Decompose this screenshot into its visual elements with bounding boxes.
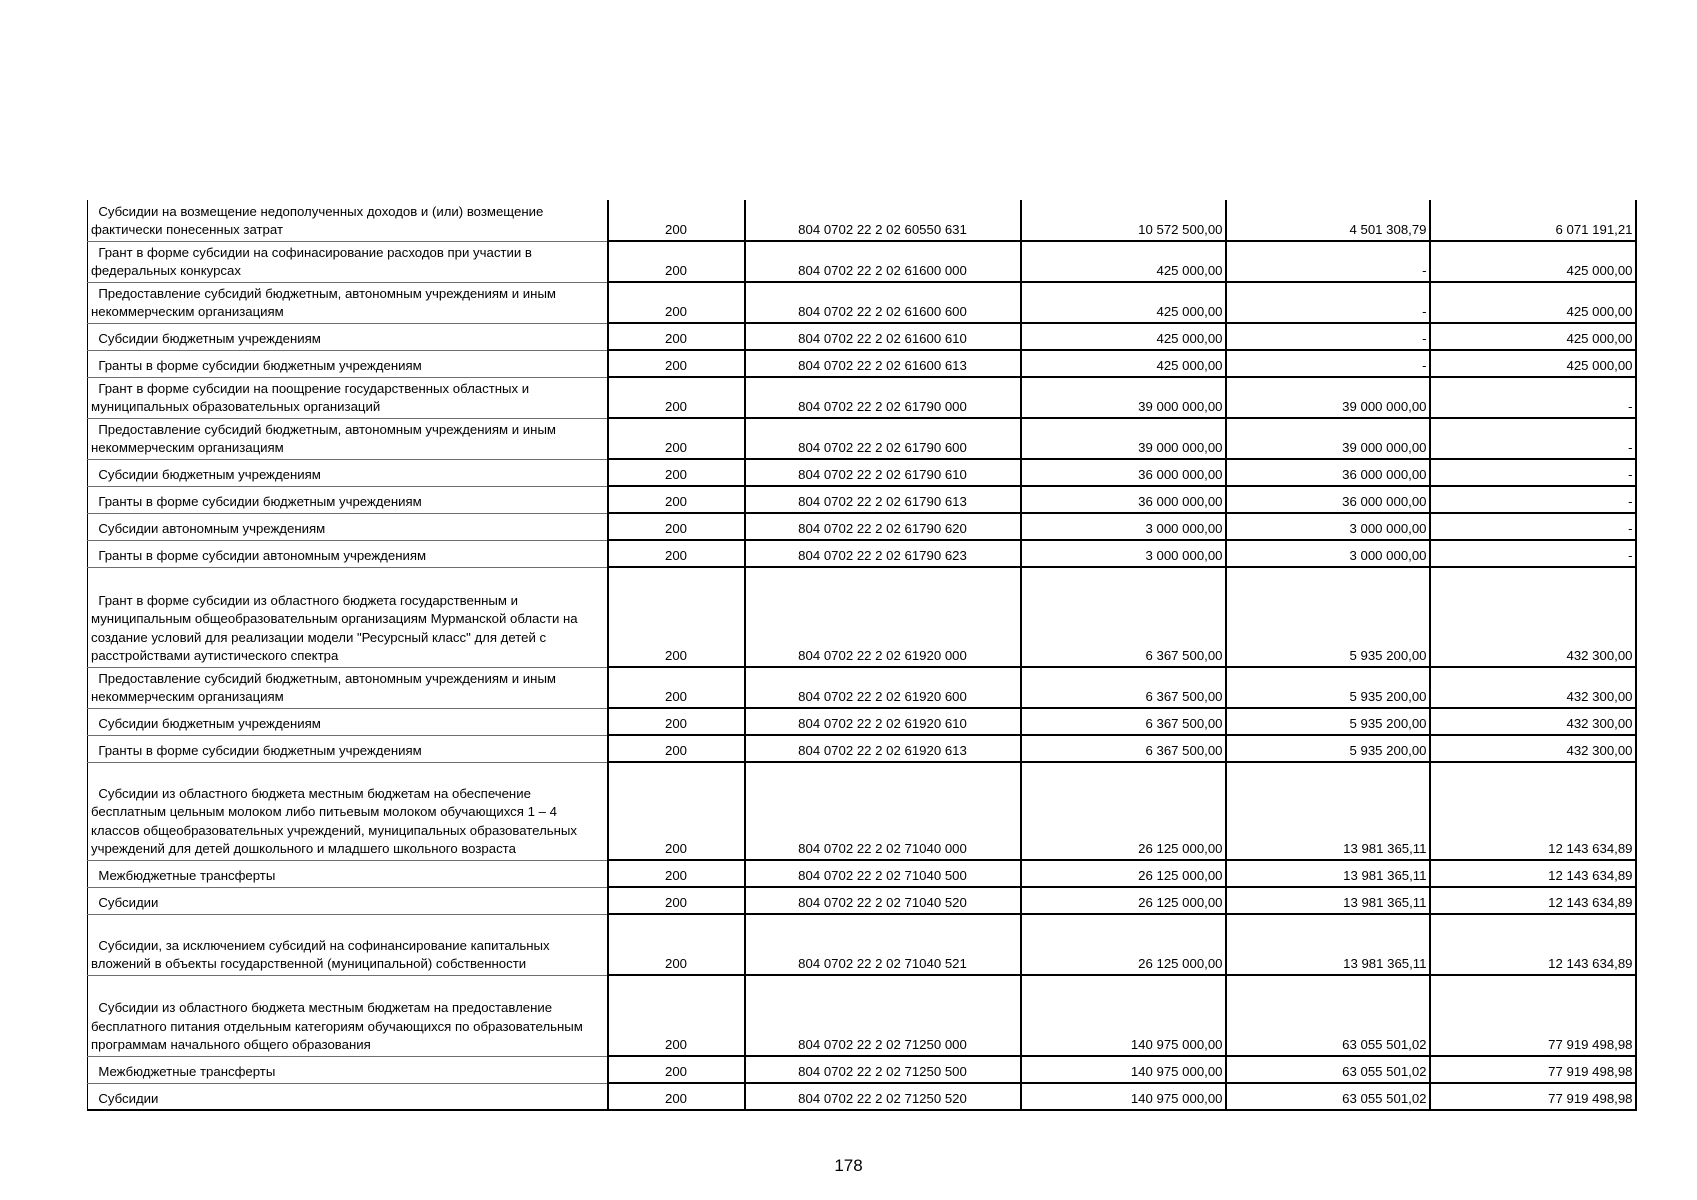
row-unexecuted-cell: -: [1430, 418, 1636, 459]
row-group-cell: 200: [608, 887, 745, 914]
table-row: [88, 567, 1636, 667]
row-name-cell: Межбюджетные трансферты: [88, 860, 608, 887]
table-row: [88, 459, 1636, 486]
row-executed-cell: 63 055 501,02: [1226, 1083, 1430, 1110]
row-unexecuted-cell: 425 000,00: [1430, 350, 1636, 377]
row-name-cell: Предоставление субсидий бюджетным, автономным учреждениям и иным некоммерческим организациям: [88, 418, 608, 459]
row-name-cell: Гранты в форме субсидии бюджетным учреждениям: [88, 486, 608, 513]
row-code-cell: 804 0702 22 2 02 71250 520: [745, 1083, 1021, 1110]
row-unexecuted-cell: 12 143 634,89: [1430, 762, 1636, 860]
row-code-cell: 804 0702 22 2 02 61790 610: [745, 459, 1021, 486]
row-group-cell: 200: [608, 735, 745, 762]
row-name-cell: Грант в форме субсидии на софинасирование расходов при участии в федеральных конкурсах: [88, 241, 608, 282]
row-unexecuted-cell: 6 071 191,21: [1430, 200, 1636, 241]
row-approved-cell: 39 000 000,00: [1021, 377, 1226, 418]
row-group-cell: 200: [608, 1056, 745, 1083]
row-code-cell: 804 0702 22 2 02 60550 631: [745, 200, 1021, 241]
row-code-cell: 804 0702 22 2 02 61790 613: [745, 486, 1021, 513]
row-group-cell: 200: [608, 513, 745, 540]
row-name-cell: Межбюджетные трансферты: [88, 1056, 608, 1083]
row-name-cell: Грант в форме субсидии из областного бюджета государственным и муниципальным общеобразовательным организациям Мурманской области на создание условий для реализации модели "Ресурсный класс" для детей с расстройствами аутистического спектра: [88, 567, 608, 667]
row-approved-cell: 140 975 000,00: [1021, 1056, 1226, 1083]
row-group-cell: 200: [608, 418, 745, 459]
row-unexecuted-cell: 77 919 498,98: [1430, 1083, 1636, 1110]
row-code-cell: 804 0702 22 2 02 71040 000: [745, 762, 1021, 860]
table-row: [88, 1056, 1636, 1083]
row-code-cell: 804 0702 22 2 02 71040 500: [745, 860, 1021, 887]
row-executed-cell: 3 000 000,00: [1226, 540, 1430, 567]
table-row: [88, 708, 1636, 735]
row-approved-cell: 26 125 000,00: [1021, 887, 1226, 914]
row-code-cell: 804 0702 22 2 02 61790 000: [745, 377, 1021, 418]
row-group-cell: 200: [608, 350, 745, 377]
row-group-cell: 200: [608, 486, 745, 513]
page-number: 178: [834, 1156, 863, 1175]
table-row: [88, 1083, 1636, 1110]
row-code-cell: 804 0702 22 2 02 61920 000: [745, 567, 1021, 667]
row-unexecuted-cell: 425 000,00: [1430, 282, 1636, 323]
row-unexecuted-cell: -: [1430, 459, 1636, 486]
row-group-cell: 200: [608, 708, 745, 735]
row-executed-cell: 5 935 200,00: [1226, 667, 1430, 708]
table-row: [88, 486, 1636, 513]
row-executed-cell: 36 000 000,00: [1226, 459, 1430, 486]
row-code-cell: 804 0702 22 2 02 71250 500: [745, 1056, 1021, 1083]
row-group-cell: 200: [608, 459, 745, 486]
row-unexecuted-cell: -: [1430, 377, 1636, 418]
row-name-cell: Гранты в форме субсидии автономным учреждениям: [88, 540, 608, 567]
row-unexecuted-cell: 432 300,00: [1430, 708, 1636, 735]
row-name-cell: Субсидии: [88, 887, 608, 914]
row-approved-cell: 10 572 500,00: [1021, 200, 1226, 241]
row-unexecuted-cell: 77 919 498,98: [1430, 975, 1636, 1056]
row-group-cell: 200: [608, 762, 745, 860]
row-name-cell: Субсидии из областного бюджета местным бюджетам на предоставление бесплатного питания отдельным категориям обучающихся по образовательным программам начального общего образования: [88, 975, 608, 1056]
row-name-cell: Субсидии автономным учреждениям: [88, 513, 608, 540]
row-approved-cell: 26 125 000,00: [1021, 762, 1226, 860]
row-approved-cell: 36 000 000,00: [1021, 459, 1226, 486]
row-code-cell: 804 0702 22 2 02 61920 600: [745, 667, 1021, 708]
row-executed-cell: 5 935 200,00: [1226, 708, 1430, 735]
row-executed-cell: 36 000 000,00: [1226, 486, 1430, 513]
row-executed-cell: 3 000 000,00: [1226, 513, 1430, 540]
row-executed-cell: 13 981 365,11: [1226, 914, 1430, 975]
row-executed-cell: 63 055 501,02: [1226, 975, 1430, 1056]
table-row: [88, 667, 1636, 708]
row-name-cell: Субсидии бюджетным учреждениям: [88, 459, 608, 486]
row-code-cell: 804 0702 22 2 02 61790 620: [745, 513, 1021, 540]
row-name-cell: Субсидии на возмещение недополученных доходов и (или) возмещение фактически понесенных затрат: [88, 200, 608, 241]
row-unexecuted-cell: -: [1430, 540, 1636, 567]
row-name-cell: Гранты в форме субсидии бюджетным учреждениям: [88, 350, 608, 377]
table-row: [88, 350, 1636, 377]
table-row: [88, 377, 1636, 418]
row-unexecuted-cell: 77 919 498,98: [1430, 1056, 1636, 1083]
row-unexecuted-cell: 12 143 634,89: [1430, 887, 1636, 914]
row-code-cell: 804 0702 22 2 02 61600 610: [745, 323, 1021, 350]
row-unexecuted-cell: 425 000,00: [1430, 323, 1636, 350]
row-group-cell: 200: [608, 241, 745, 282]
row-name-cell: Гранты в форме субсидии бюджетным учреждениям: [88, 735, 608, 762]
row-unexecuted-cell: 425 000,00: [1430, 241, 1636, 282]
row-approved-cell: 6 367 500,00: [1021, 735, 1226, 762]
row-approved-cell: 6 367 500,00: [1021, 567, 1226, 667]
row-executed-cell: 13 981 365,11: [1226, 887, 1430, 914]
row-group-cell: 200: [608, 567, 745, 667]
row-executed-cell: 5 935 200,00: [1226, 735, 1430, 762]
row-approved-cell: 140 975 000,00: [1021, 1083, 1226, 1110]
row-name-cell: Субсидии из областного бюджета местным бюджетам на обеспечение бесплатным цельным молоком либо питьевым молоком обучающихся 1 – 4 классов общеобразовательных учреждений, муниципальных образовательных учреждений для детей дошкольного и младшего школьного возраста: [88, 762, 608, 860]
row-executed-cell: 13 981 365,11: [1226, 860, 1430, 887]
table-row: [88, 975, 1636, 1056]
row-code-cell: 804 0702 22 2 02 61920 610: [745, 708, 1021, 735]
table-row: [88, 762, 1636, 860]
budget-table-container: [87, 200, 1635, 1111]
row-group-cell: 200: [608, 377, 745, 418]
row-unexecuted-cell: 432 300,00: [1430, 735, 1636, 762]
row-executed-cell: 5 935 200,00: [1226, 567, 1430, 667]
row-group-cell: 200: [608, 1083, 745, 1110]
row-approved-cell: 39 000 000,00: [1021, 418, 1226, 459]
row-name-cell: Грант в форме субсидии на поощрение государственных областных и муниципальных образовательных организаций: [88, 377, 608, 418]
row-executed-cell: 39 000 000,00: [1226, 418, 1430, 459]
table-row: [88, 735, 1636, 762]
row-approved-cell: 140 975 000,00: [1021, 975, 1226, 1056]
row-approved-cell: 36 000 000,00: [1021, 486, 1226, 513]
row-name-cell: Предоставление субсидий бюджетным, автономным учреждениям и иным некоммерческим организациям: [88, 667, 608, 708]
row-approved-cell: 425 000,00: [1021, 350, 1226, 377]
table-row: [88, 513, 1636, 540]
row-name-cell: Субсидии: [88, 1083, 608, 1110]
row-group-cell: 200: [608, 540, 745, 567]
table-row: [88, 282, 1636, 323]
row-code-cell: 804 0702 22 2 02 61600 600: [745, 282, 1021, 323]
row-approved-cell: 3 000 000,00: [1021, 513, 1226, 540]
table-row: [88, 323, 1636, 350]
row-executed-cell: -: [1226, 350, 1430, 377]
row-approved-cell: 6 367 500,00: [1021, 667, 1226, 708]
budget-table: [87, 200, 1637, 1111]
row-unexecuted-cell: -: [1430, 486, 1636, 513]
row-executed-cell: 39 000 000,00: [1226, 377, 1430, 418]
row-approved-cell: 425 000,00: [1021, 282, 1226, 323]
row-code-cell: 804 0702 22 2 02 61600 000: [745, 241, 1021, 282]
row-group-cell: 200: [608, 282, 745, 323]
row-code-cell: 804 0702 22 2 02 61790 600: [745, 418, 1021, 459]
table-row: [88, 418, 1636, 459]
row-group-cell: 200: [608, 667, 745, 708]
row-executed-cell: 63 055 501,02: [1226, 1056, 1430, 1083]
row-group-cell: 200: [608, 860, 745, 887]
table-row: [88, 887, 1636, 914]
row-executed-cell: -: [1226, 323, 1430, 350]
row-name-cell: Субсидии бюджетным учреждениям: [88, 323, 608, 350]
row-approved-cell: 6 367 500,00: [1021, 708, 1226, 735]
row-unexecuted-cell: 432 300,00: [1430, 567, 1636, 667]
row-approved-cell: 26 125 000,00: [1021, 860, 1226, 887]
row-approved-cell: 425 000,00: [1021, 323, 1226, 350]
table-row: [88, 914, 1636, 975]
table-row: [88, 241, 1636, 282]
row-group-cell: 200: [608, 975, 745, 1056]
row-unexecuted-cell: 12 143 634,89: [1430, 914, 1636, 975]
row-group-cell: 200: [608, 200, 745, 241]
table-row: [88, 200, 1636, 241]
row-approved-cell: 425 000,00: [1021, 241, 1226, 282]
row-name-cell: Субсидии бюджетным учреждениям: [88, 708, 608, 735]
row-executed-cell: 13 981 365,11: [1226, 762, 1430, 860]
row-code-cell: 804 0702 22 2 02 71250 000: [745, 975, 1021, 1056]
table-row: [88, 860, 1636, 887]
row-approved-cell: 26 125 000,00: [1021, 914, 1226, 975]
budget-table-body: [88, 200, 1636, 1110]
row-executed-cell: -: [1226, 241, 1430, 282]
row-code-cell: 804 0702 22 2 02 61600 613: [745, 350, 1021, 377]
row-name-cell: Предоставление субсидий бюджетным, автономным учреждениям и иным некоммерческим организациям: [88, 282, 608, 323]
row-name-cell: Субсидии, за исключением субсидий на софинансирование капитальных вложений в объекты государственной (муниципальной) собственности: [88, 914, 608, 975]
table-row: [88, 540, 1636, 567]
row-approved-cell: 3 000 000,00: [1021, 540, 1226, 567]
row-unexecuted-cell: 12 143 634,89: [1430, 860, 1636, 887]
row-executed-cell: 4 501 308,79: [1226, 200, 1430, 241]
row-unexecuted-cell: 432 300,00: [1430, 667, 1636, 708]
row-code-cell: 804 0702 22 2 02 61920 613: [745, 735, 1021, 762]
row-code-cell: 804 0702 22 2 02 61790 623: [745, 540, 1021, 567]
row-executed-cell: -: [1226, 282, 1430, 323]
row-group-cell: 200: [608, 914, 745, 975]
row-code-cell: 804 0702 22 2 02 71040 520: [745, 887, 1021, 914]
row-unexecuted-cell: -: [1430, 513, 1636, 540]
row-group-cell: 200: [608, 323, 745, 350]
row-code-cell: 804 0702 22 2 02 71040 521: [745, 914, 1021, 975]
